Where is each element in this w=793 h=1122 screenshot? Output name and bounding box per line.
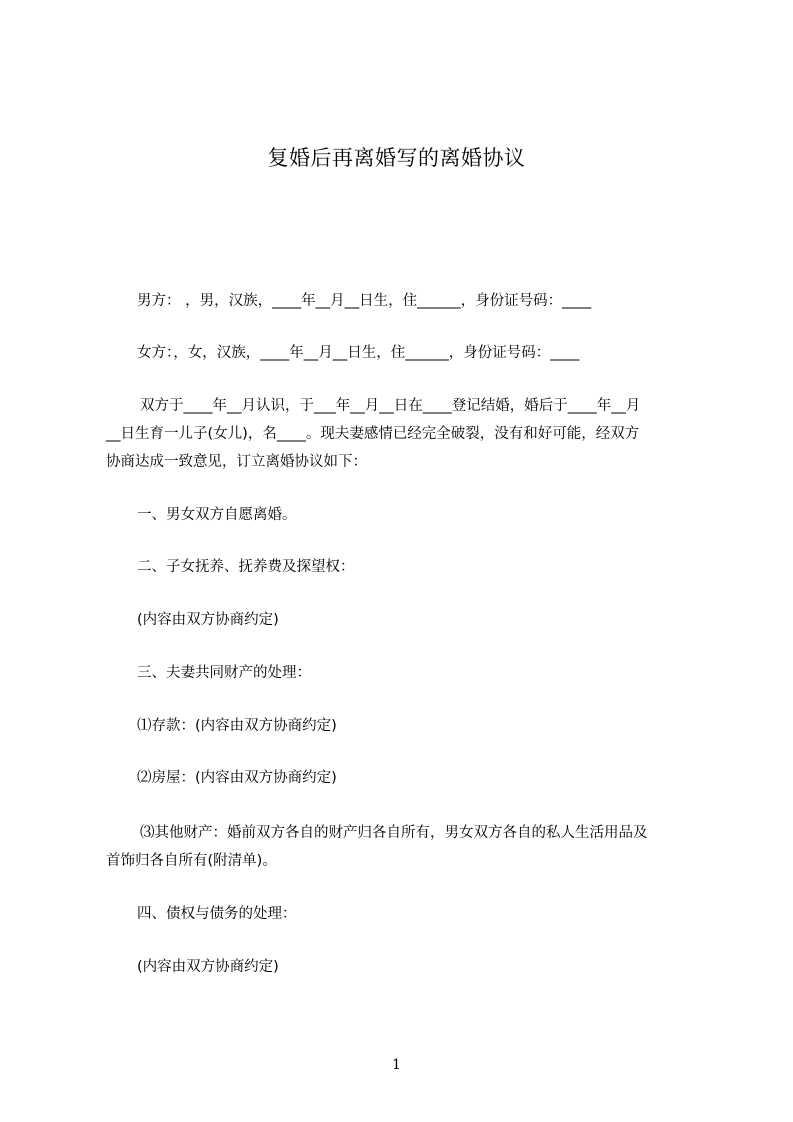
property-item-house: ⑵房屋：(内容由双方协商约定) [137,770,337,786]
intro-line-2: __日生育一儿子(女儿)，名____。现夫妻感情已经完全破裂，没有和好可能，经双方 [106,426,640,442]
intro-line-3: 协商达成一致意见，订立离婚协议如下： [106,454,367,470]
section-2-content: (内容由双方协商约定) [137,612,279,628]
female-party-line: 女方：，女，汉族，____年__月__日生，住______，身份证号码：____ [137,345,580,361]
property-item-other-line-1: ⑶其他财产：婚前双方各自的财产归各自所有，男女双方各自的私人生活用品及 [140,825,648,841]
intro-line-1: 双方于____年__月认识，于___年__月__日在____登记结婚，婚后于____年__月 [140,398,641,414]
page-number: 1 [392,1057,401,1073]
document-title: 复婚后再离婚写的离婚协议 [267,146,526,170]
section-heading-2: 二、子女抚养、抚养费及探望权： [137,559,355,575]
property-item-savings: ⑴存款：(内容由双方协商约定) [137,718,337,734]
section-heading-4: 四、债权与债务的处理： [137,906,297,922]
section-heading-1: 一、男女双方自愿离婚。 [137,507,297,523]
property-item-other-line-2: 首饰归各自所有(附清单)。 [106,853,277,869]
male-party-line: 男方： ，男，汉族，____年__月__日生，住______，身份证号码：____ [137,293,592,309]
section-4-content: (内容由双方协商约定) [137,959,279,975]
section-heading-3: 三、夫妻共同财产的处理： [137,665,311,681]
